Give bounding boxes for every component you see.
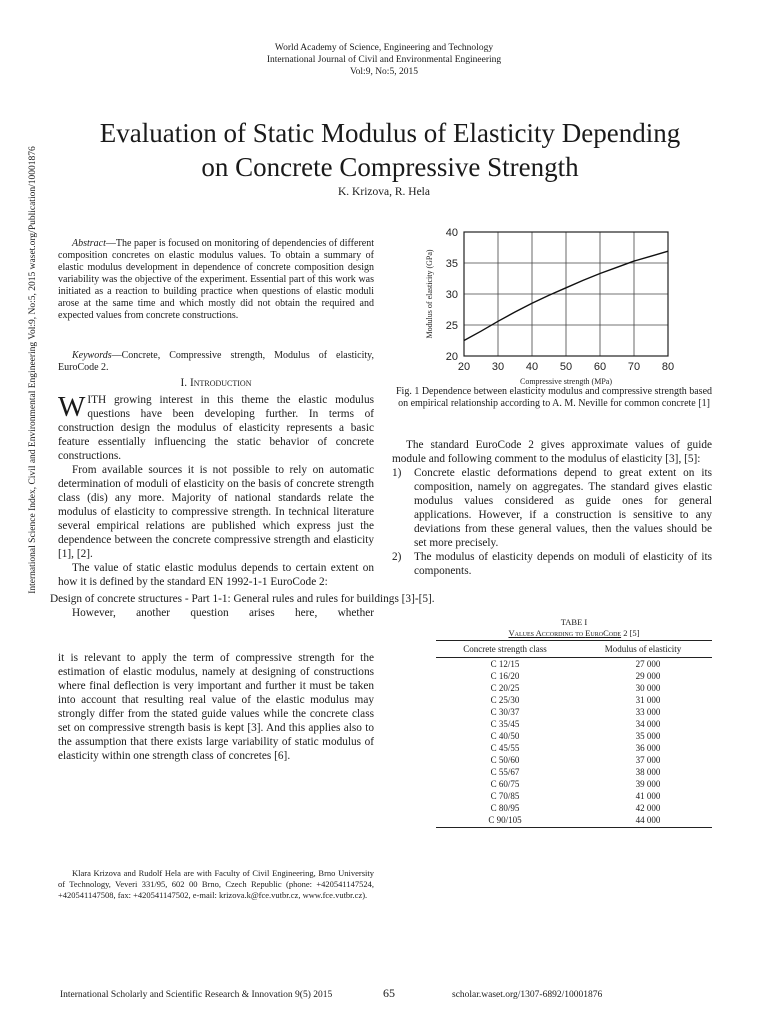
table-row xyxy=(436,766,712,778)
table-row xyxy=(436,778,712,790)
column-header: Modulus of elasticity xyxy=(574,641,712,658)
strength-class-cell: C 30/37 xyxy=(490,707,520,717)
modulus-cell: 27 000 xyxy=(635,659,661,669)
intro-text xyxy=(58,393,374,589)
strength-class-cell: C 40/50 xyxy=(490,731,520,741)
x-tick-label: 30 xyxy=(491,361,505,373)
keywords-text: Concrete, Compressive strength, Modulus of elasticity, EuroCode 2. xyxy=(58,350,374,373)
strength-class-cell: C 60/75 xyxy=(490,779,520,789)
modulus-cell: 41 000 xyxy=(635,791,661,801)
abstract-label: Abstract xyxy=(72,238,106,249)
page-number: 65 xyxy=(383,986,395,1000)
modulus-cell: 33 000 xyxy=(635,707,661,717)
section-heading-intro: I. Introduction xyxy=(180,377,252,389)
x-tick-label: 40 xyxy=(525,361,539,373)
strength-class-cell: C 20/25 xyxy=(490,683,520,693)
table-row xyxy=(436,754,712,766)
intro-paragraph-2: From available sources it is not possible to rely on automatic determination of moduli of elasticity on the basis of concrete strength class (dis) any more. Majority of national standards relate the modulus of elasticity to compressive strength. In technical literature several empirical relations are published which express just the dependence between the concrete compressive strength and elasticity [1], [2]. xyxy=(58,464,374,560)
intro-paragraph-1: WITH growing interest in this theme the elastic modulus questions have been developing further. In terms of construction design the modulus of elasticity represents a basic feature essentially influencing the static behavior of concrete constructions. xyxy=(58,391,374,462)
table-header-row xyxy=(436,641,712,658)
list-item: 1) Concrete elastic deformations depend to great extent on its composition, namely on aggregates. The standard gives elastic modulus values considered as guide ones for general applications. However, if a construction is sensitive to any deviations from these general values, then the values should be set more precisely. xyxy=(392,467,712,549)
table-row xyxy=(436,790,712,802)
x-axis-label: Compressive strength (MPa) xyxy=(520,377,612,386)
modulus-cell: 31 000 xyxy=(635,695,661,705)
modulus-cell: 39 000 xyxy=(635,779,661,789)
keywords-label: Keywords xyxy=(72,350,112,361)
paper-title xyxy=(40,116,740,184)
x-tick-label: 60 xyxy=(593,361,607,373)
modulus-cell: 42 000 xyxy=(635,803,661,813)
table-row xyxy=(436,730,712,742)
title-line-2: on Concrete Compressive Strength xyxy=(201,152,579,182)
intro-paragraph-3: The value of static elastic modulus depends to certain extent on how it is defined by the standard EN 1992-1-1 EuroCode 2: xyxy=(58,562,374,588)
x-tick-label: 20 xyxy=(457,361,471,373)
table-row xyxy=(436,658,712,671)
table-row xyxy=(436,814,712,828)
column-header: Concrete strength class xyxy=(436,641,574,658)
modulus-cell: 38 000 xyxy=(635,767,661,777)
modulus-cell: 37 000 xyxy=(635,755,661,765)
modulus-cell: 34 000 xyxy=(635,719,661,729)
modulus-cell: 30 000 xyxy=(635,683,661,693)
strength-class-cell: C 45/55 xyxy=(490,743,520,753)
intro-paragraph-4-start: However, another question arises here, whether xyxy=(72,607,374,619)
table-row xyxy=(436,670,712,682)
strength-class-cell: C 55/67 xyxy=(490,767,520,777)
elasticity-chart xyxy=(420,222,710,390)
author-footnote: Klara Krizova and Rudolf Hela are with Faculty of Civil Engineering, Brno University of Technology, Veveri 331/95, 602 00 Brno, Czech Republic (phone: +420541147524, +420541147508, fax: +420541147502, e-mail: krizova.k@fce.vutbr.cz, www.fce.vutbr.cz). xyxy=(58,868,374,900)
modulus-cell: 35 000 xyxy=(635,731,661,741)
spanning-line: Design of concrete structures - Part 1-1: General rules and rules for buildings [3]-[5]. xyxy=(50,593,435,605)
eurocode-intro: The standard EuroCode 2 gives approximate values of guide module and following comment to the modulus of elasticity [3], [5]: xyxy=(392,439,712,465)
table-title: Values According to EuroCode 2 [5] xyxy=(508,628,640,638)
strength-class-cell: C 12/15 xyxy=(490,659,520,669)
x-tick-label: 70 xyxy=(627,361,641,373)
footer-right: scholar.waset.org/1307-6892/10001876 xyxy=(452,990,603,1000)
abstract-block: Abstract—The paper is focused on monitoring of dependencies of different composition concretes on elastic modulus values. To obtain a summary of elastic modulus development in dependence of concrete composition design variability was the objective of the experiment. Essential part of this work was initiated as a reaction to building practice when questions of elastic moduli arose at the same time and which mostly did not obtain the required and expected values from concrete constructions. xyxy=(58,238,374,321)
table-body xyxy=(436,658,712,828)
title-line-1: Evaluation of Static Modulus of Elasticity Depending xyxy=(99,118,681,148)
header-line-3: Vol:9, No:5, 2015 xyxy=(350,67,418,77)
strength-class-cell: C 16/20 xyxy=(490,671,520,681)
y-tick-label: 20 xyxy=(445,351,458,363)
strength-class-cell: C 25/30 xyxy=(490,695,520,705)
strength-class-cell: C 80/95 xyxy=(490,803,520,813)
strength-class-cell: C 90/105 xyxy=(436,814,574,828)
table-row xyxy=(436,706,712,718)
y-tick-label: 30 xyxy=(445,289,458,301)
y-tick-label: 35 xyxy=(445,258,458,270)
header-line-2: International Journal of Civil and Environmental Engineering xyxy=(266,55,502,65)
y-tick-label: 40 xyxy=(445,227,458,239)
table-label: TABE I xyxy=(560,617,588,627)
table-row xyxy=(436,742,712,754)
journal-header xyxy=(0,42,768,78)
strength-class-cell: C 50/60 xyxy=(490,755,520,765)
side-index-text: International Science Index, Civil and Environmental Engineering Vol:9, No:5, 2015 waset.org/Publication/10001876 xyxy=(28,146,38,594)
figure-caption: Fig. 1 Dependence between elasticity modulus and compressive strength based on empirical relationship according to A. M. Neville for common concrete [1] xyxy=(395,386,713,409)
list-item: 2) The modulus of elasticity depends on moduli of elasticity of its components. xyxy=(392,551,712,577)
modulus-cell: 44 000 xyxy=(574,814,712,828)
y-tick-label: 25 xyxy=(445,320,458,332)
strength-class-cell: C 35/45 xyxy=(490,719,520,729)
table-row xyxy=(436,718,712,730)
keywords-block: Keywords—Concrete, Compressive strength, Modulus of elasticity, EuroCode 2. xyxy=(58,350,374,373)
authors: K. Krizova, R. Hela xyxy=(338,186,430,198)
figure-1 xyxy=(420,222,710,390)
header-line-1: World Academy of Science, Engineering and Technology xyxy=(274,43,494,53)
modulus-cell: 29 000 xyxy=(635,671,661,681)
y-axis-label: Modulus of elasticity (GPa) xyxy=(425,249,434,339)
table-row xyxy=(436,802,712,814)
footer-left: International Scholarly and Scientific Research & Innovation 9(5) 2015 xyxy=(60,990,333,1000)
abstract-text: The paper is focused on monitoring of dependencies of different composition concretes on elastic modulus values. To obtain a summary of elastic modulus development in dependence of concrete composition design variability was the objective of the experiment. Essential part of this work was initiated as a reaction to building practice when questions of elastic moduli arose at the same time and which mostly did not obtain the required and expected values from concrete constructions. xyxy=(58,238,374,321)
x-tick-label: 50 xyxy=(559,361,573,373)
modulus-cell: 36 000 xyxy=(635,743,661,753)
table-row xyxy=(436,682,712,694)
x-tick-label: 80 xyxy=(661,361,675,373)
eurocode-comment-list xyxy=(392,466,712,578)
drop-cap: W xyxy=(58,391,86,423)
eurocode-table xyxy=(436,640,712,828)
table-row xyxy=(436,694,712,706)
intro-paragraph-4-cont: it is relevant to apply the term of compressive strength for the estimation of elastic modulus, namely at designing of constructions where final deflection is very important and further it must be taken into account that resulting real value of the elastic modulus may strongly differ from the stated guide values while the concrete class set on compressive strength basis is kept [3]. And this applies also to the assumption that there exists large variability of static modulus of elasticity within one strength class of concretes [6]. xyxy=(58,652,374,762)
right-column-text xyxy=(392,438,712,578)
strength-class-cell: C 70/85 xyxy=(490,791,520,801)
